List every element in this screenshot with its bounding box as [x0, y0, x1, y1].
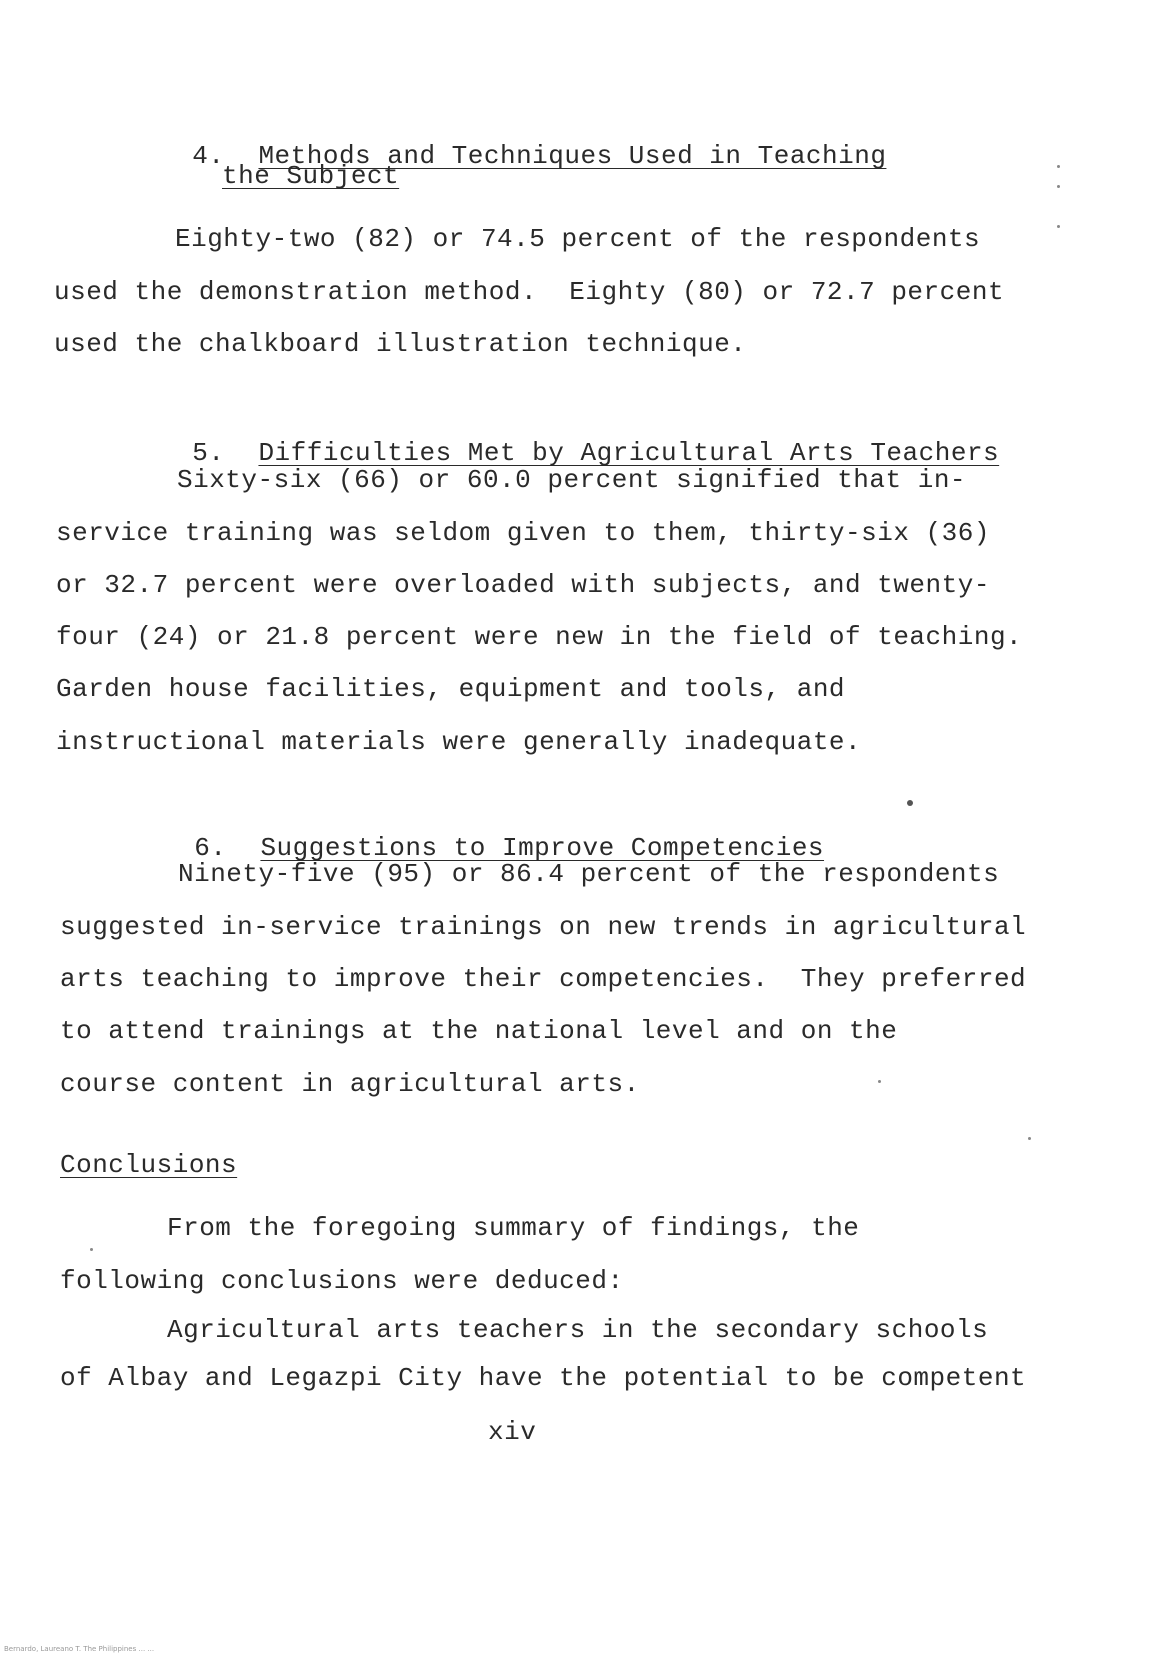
- section-6-paragraph-line: to attend trainings at the national level and on the: [60, 1016, 898, 1046]
- conclusions-heading: Conclusions: [60, 1150, 238, 1180]
- section-6-paragraph-line: suggested in-service trainings on new trends in agricultural: [60, 912, 1027, 942]
- scan-speck: [1057, 185, 1060, 188]
- conclusions-line: Agricultural arts teachers in the secondary schools: [167, 1315, 989, 1345]
- scan-speck: [1057, 165, 1060, 168]
- scan-speck: [907, 800, 913, 806]
- section-5-heading-line1: Difficulties Met by Agricultural Arts Teachers: [258, 438, 1000, 468]
- section-5-paragraph-line: four (24) or 21.8 percent were new in the field of teaching.: [56, 622, 1023, 652]
- scan-speck: [1028, 1137, 1031, 1140]
- scan-footer: Bernardo, Laureano T. The Philippines ... ...: [4, 1645, 155, 1653]
- section-4-number: 4.: [192, 141, 225, 171]
- section-6-heading-line1: Suggestions to Improve Competencies: [260, 833, 825, 863]
- conclusions-line: From the foregoing summary of findings, the: [167, 1213, 860, 1243]
- section-5-paragraph-line: or 32.7 percent were overloaded with subjects, and twenty-: [56, 570, 990, 600]
- section-5-paragraph-line: Garden house facilities, equipment and tools, and: [56, 674, 846, 704]
- section-6-paragraph-line: Ninety-five (95) or 86.4 percent of the respondents: [178, 859, 1000, 889]
- section-6-paragraph-line: course content in agricultural arts.: [60, 1069, 640, 1099]
- section-6-number: 6.: [194, 833, 227, 863]
- section-4-heading-line2: the Subject: [222, 161, 400, 191]
- section-5-number: 5.: [192, 438, 225, 468]
- section-5-heading: [160, 405, 999, 469]
- page-number: xiv: [488, 1417, 537, 1447]
- section-4-paragraph-line: Eighty-two (82) or 74.5 percent of the respondents: [175, 224, 981, 254]
- section-4-paragraph-line: used the demonstration method. Eighty (80) or 72.7 percent: [54, 277, 1005, 307]
- section-6-heading: [162, 800, 824, 864]
- conclusions-line: of Albay and Legazpi City have the potential to be competent: [60, 1363, 1027, 1393]
- section-5-paragraph-line: instructional materials were generally inadequate.: [56, 727, 862, 757]
- scan-speck: [90, 1248, 93, 1251]
- conclusions-line: following conclusions were deduced:: [60, 1266, 624, 1296]
- section-6-paragraph-line: arts teaching to improve their competencies. They preferred: [60, 964, 1027, 994]
- scan-speck: [878, 1080, 881, 1083]
- section-5-paragraph-line: Sixty-six (66) or 60.0 percent signified that in-: [177, 465, 967, 495]
- section-4-heading-line1: Methods and Techniques Used in Teaching: [258, 141, 887, 171]
- section-4-paragraph-line: used the chalkboard illustration technique.: [54, 329, 747, 359]
- section-5-paragraph-line: service training was seldom given to them, thirty-six (36): [56, 518, 990, 548]
- scan-speck: [1057, 225, 1060, 228]
